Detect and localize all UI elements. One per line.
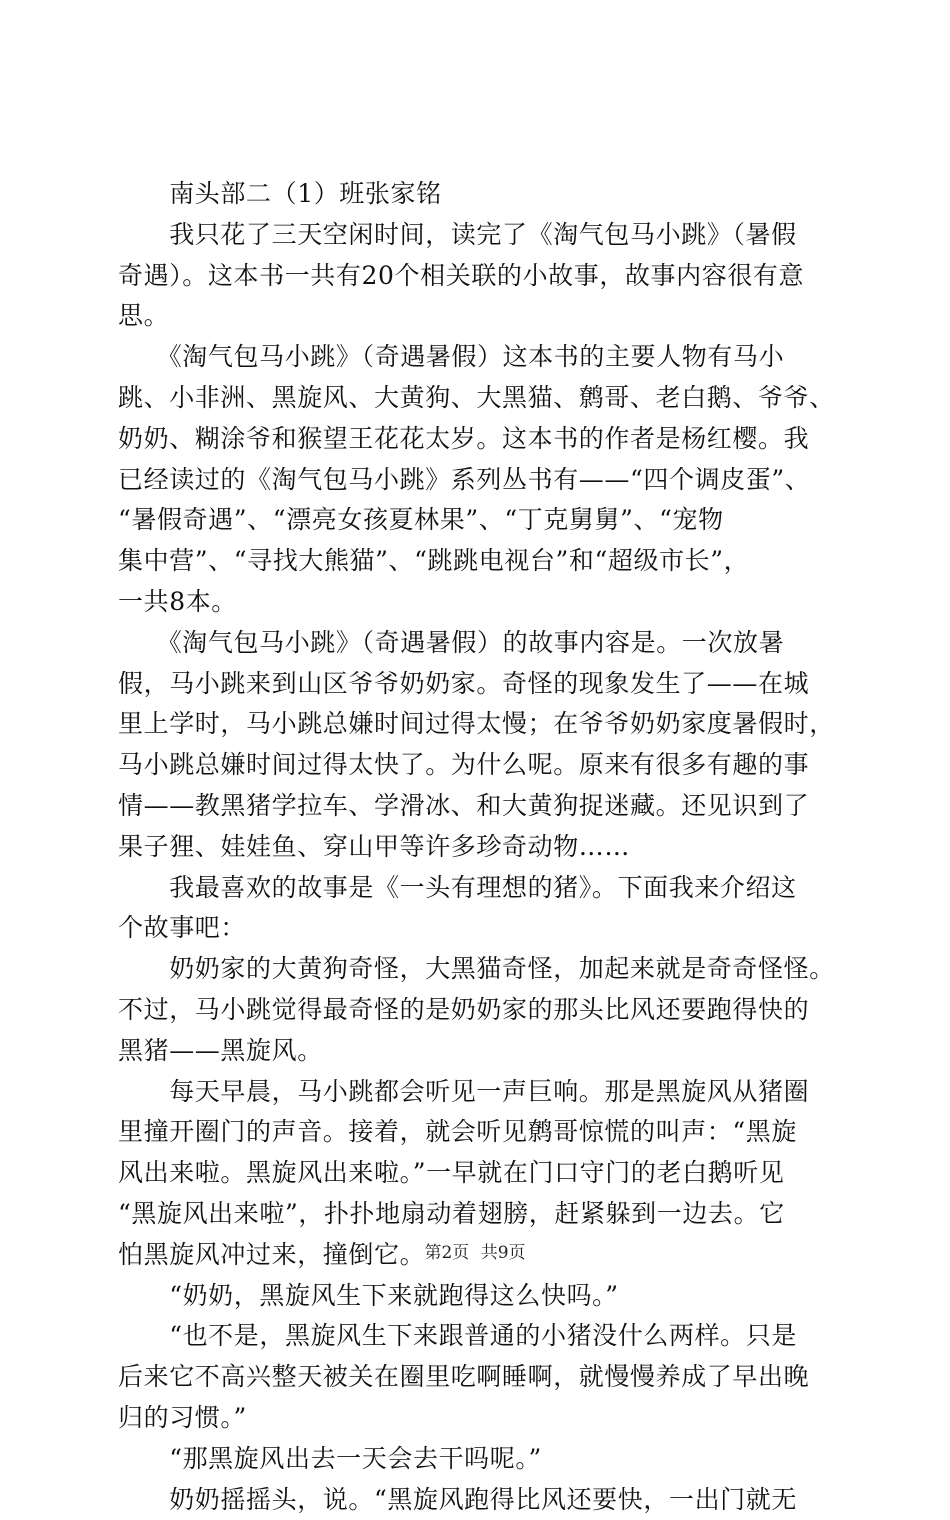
text-line: “也不是，黑旋风生下来跟普通的小猪没什么两样。只是	[118, 1316, 838, 1357]
text-line: 每天早晨，马小跳都会听见一声巨响。那是黑旋风从猪圈	[118, 1072, 838, 1113]
text-line: 黑猪——黑旋风。	[118, 1031, 838, 1072]
text-line: “黑旋风出来啦”，扑扑地扇动着翅膀，赶紧躲到一边去。它	[118, 1194, 838, 1235]
text-line: 奶奶家的大黄狗奇怪，大黑猫奇怪，加起来就是奇奇怪怪。	[118, 949, 838, 990]
text-line: 后来它不高兴整天被关在圈里吃啊睡啊，就慢慢养成了早出晚	[118, 1357, 838, 1398]
text-line: “奶奶，黑旋风生下来就跑得这么快吗。”	[118, 1276, 838, 1317]
text-line: 南头部二（1）班张家铭	[118, 174, 838, 215]
text-line: 假，马小跳来到山区爷爷奶奶家。奇怪的现象发生了——在城	[118, 664, 838, 705]
text-line: 我最喜欢的故事是《一头有理想的猪》。下面我来介绍这	[118, 868, 838, 909]
text-line: 里上学时，马小跳总嫌时间过得太慢；在爷爷奶奶家度暑假时，	[118, 704, 838, 745]
text-line: 果子狸、娃娃鱼、穿山甲等许多珍奇动物……	[118, 827, 838, 868]
text-line: 里撞开圈门的声音。接着，就会听见鹩哥惊慌的叫声：“黑旋	[118, 1112, 838, 1153]
text-line: 奇遇）。这本书一共有20个相关联的小故事，故事内容很有意	[118, 256, 838, 297]
text-line: 奶奶、糊涂爷和猴望王花花太岁。这本书的作者是杨红樱。我	[118, 419, 838, 460]
text-line: “那黑旋风出去一天会去干吗呢。”	[118, 1439, 838, 1480]
text-line: 奶奶摇摇头，说。“黑旋风跑得比风还要快，一出门就无	[118, 1480, 838, 1520]
text-line: 情——教黑猪学拉车、学滑冰、和大黄狗捉迷藏。还见识到了	[118, 786, 838, 827]
text-line: 马小跳总嫌时间过得太快了。为什么呢。原来有很多有趣的事	[118, 745, 838, 786]
text-line: 已经读过的《淘气包马小跳》系列丛书有——“四个调皮蛋”、	[118, 460, 838, 501]
text-line: 集中营”、“寻找大熊猫”、“跳跳电视台”和“超级市长”，	[118, 541, 838, 582]
page-total: 共9页	[481, 1243, 526, 1263]
text-line: 怕黑旋风冲过来，撞倒它。	[118, 1235, 838, 1276]
page-number: 第2页	[424, 1243, 469, 1263]
text-line: 思。	[118, 296, 838, 337]
text-line: “暑假奇遇”、“漂亮女孩夏林果”、“丁克舅舅”、“宠物	[118, 500, 838, 541]
text-line: 我只花了三天空闲时间，读完了《淘气包马小跳》（暑假	[118, 215, 838, 256]
page-footer	[0, 1238, 950, 1263]
text-line: 不过，马小跳觉得最奇怪的是奶奶家的那头比风还要跑得快的	[118, 990, 838, 1031]
text-line: 《淘气包马小跳》（奇遇暑假）这本书的主要人物有马小	[118, 337, 838, 378]
text-line: 个故事吧：	[118, 908, 838, 949]
text-line: 一共8本。	[118, 582, 838, 623]
text-line: 归的习惯。”	[118, 1398, 838, 1439]
text-line: 《淘气包马小跳》（奇遇暑假）的故事内容是。一次放暑	[118, 623, 838, 664]
text-line: 跳、小非洲、黑旋风、大黄狗、大黑猫、鹩哥、老白鹅、爷爷、	[118, 378, 838, 419]
document-body	[118, 174, 838, 1520]
text-line: 风出来啦。黑旋风出来啦。”一早就在门口守门的老白鹅听见	[118, 1153, 838, 1194]
